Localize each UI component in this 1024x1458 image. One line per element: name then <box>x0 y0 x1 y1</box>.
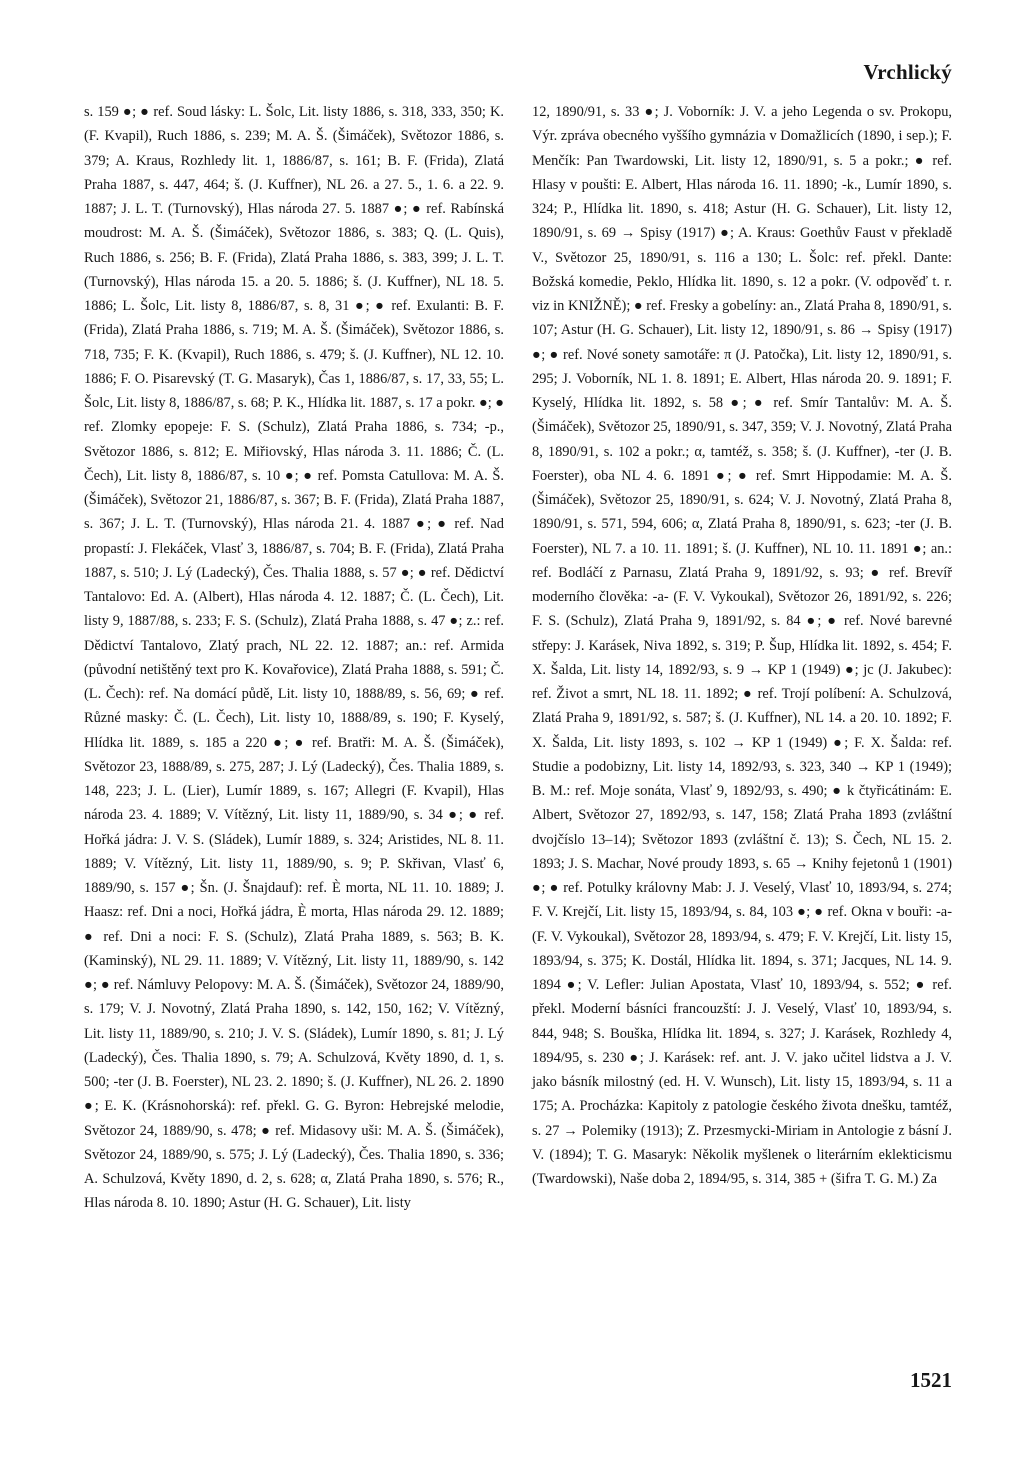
left-column <box>84 100 504 1216</box>
page-number: 1521 <box>910 1368 952 1392</box>
running-head: Vrchlický <box>863 60 952 84</box>
left-column-text: s. 159 ●; ● ref. Soud lásky: L. Šolc, Lit. listy 1886, s. 318, 333, 350; K. (F. Kvapil), Ruch 1886, s. 239; M. A. Š. (Šimáček), Světozor 1886, s. 379; A. Kraus, Rozhledy lit. 1, 1886/87, s. 161; B. F. (Frida), Zlatá Praha 1887, s. 447, 464; š. (J. Kuffner), NL 26. a 27. 5., 1. 6. a 22. 9. 1887; J. L. T. (Turnovský), Hlas národa 27. 5. 1887 ●; ● ref. Rabínská moudrost: M. A. Š. (Šimáček), Světozor 1886, s. 383; Q. (L. Quis), Ruch 1886, s. 256; B. F. (Frida), Zlatá Praha 1886, s. 383, 399; J. L. T. (Turnovský), Hlas národa 15. a 20. 5. 1886; š. (J. Kuffner), NL 18. 5. 1886; L. Šolc, Lit. listy 8, 1886/87, s. 8, 31 ●; ● ref. Exulanti: B. F. (Frida), Zlatá Praha 1886, s. 719; M. A. Š. (Šimáček), Světozor 1886, s. 718, 735; F. K. (Kvapil), Ruch 1886, s. 479; š. (J. Kuffner), NL 12. 10. 1886; F. O. Pisarevský (T. G. Masaryk), Čas 1, 1886/87, s. 17, 33, 55; L. Šolc, Lit. listy 8, 1886/87, s. 68; P. K., Hlídka lit. 1887, s. 17 a pokr. ●; ● ref. Zlomky epopeje: F. S. (Schulz), Zlatá Praha 1886, s. 734; -p., Světozor 1886, s. 812; E. Miřiovský, Hlas národa 3. 11. 1886; Č. (L. Čech), Lit. listy 8, 1886/87, s. 10 ●; ● ref. Pomsta Catullova: M. A. Š. (Šimáček), Světozor 21, 1886/87, s. 367; B. F. (Frida), Zlatá Praha 1887, s. 367; J. L. T. (Turnovský), Hlas národa 21. 4. 1887 ●; ● ref. Nad propastí: J. Flekáček, Vlasť 3, 1886/87, s. 704; B. F. (Frida), Zlatá Praha 1887, s. 510; J. Lý (Ladecký), Čes. Thalia 1888, s. 57 ●; ● ref. Dědictví Tantalovo: Ed. A. (Albert), Hlas národa 4. 12. 1887; Č. (L. Čech), Lit. listy 9, 1887/88, s. 233; F. S. (Schulz), Zlatá Praha 1888, s. 47 ●; z.: ref. Dědictví Tantalovo, Zlatý prach, NL 22. 12. 1887; an.: ref. Armida (původní netištěný text pro K. Kovařovice), Zlatá Praha 1888, s. 591; Č. (L. Čech): ref. Na domácí půdě, Lit. listy 10, 1888/89, s. 56, 69; ● ref. Různé masky: Č. (L. Čech), Lit. listy 10, 1888/89, s. 190; F. Kyselý, Hlídka lit. 1889, s. 185 a 220 ●; ● ref. Bratři: M. A. Š. (Šimáček), Světozor 23, 1888/89, s. 275, 287; J. Lý (Ladecký), Čes. Thalia 1889, s. 148, 223; J. L. (Lier), Lumír 1889, s. 167; Allegri (F. Kvapil), Hlas národa 23. 4. 1889; V. Vítězný, Lit. listy 11, 1889/90, s. 34 ●; ● ref. Hořká jádra: J. V. S. (Sládek), Lumír 1889, s. 324; Aristides, NL 8. 11. 1889; V. Vítězný, Lit. listy 11, 1889/90, s. 9; P. Skřivan, Vlasť 6, 1889/90, s. 157 ●; Šn. (J. Šnajdauf): ref. È morta, NL 11. 10. 1889; J. Haasz: ref. Dni a noci, Hořká jádra, È morta, Hlas národa 29. 12. 1889; ● ref. Dni a noci: F. S. (Schulz), Zlatá Praha 1889, s. 563; B. K. (Kaminský), NL 29. 11. 1889; V. Vítězný, Lit. listy 11, 1889/90, s. 142 ●; ● ref. Námluvy Pelopovy: M. A. Š. (Šimáček), Světozor 24, 1889/90, s. 179; V. J. Novotný, Zlatá Praha 1890, s. 142, 150, 162; V. Vítězný, Lit. listy 11, 1889/90, s. 210; J. V. S. (Sládek), Lumír 1890, s. 81; J. Lý (Ladecký), Čes. Thalia 1890, s. 79; A. Schulzová, Květy 1890, d. 1, s. 500; -ter (J. B. Foerster), NL 23. 2. 1890; š. (J. Kuffner), NL 26. 2. 1890 ●; E. K. (Krásnohorská): ref. překl. G. G. Byron: Hebrejské melodie, Světozor 24, 1889/90, s. 478; ● ref. Midasovy uši: M. A. Š. (Šimáček), Světozor 24, 1889/90, s. 575; J. Lý (Ladecký), Čes. Thalia 1890, s. 336; A. Schulzová, Květy 1890, d. 2, s. 628; α, Zlatá Praha 1890, s. 576; R., Hlas národa 8. 10. 1890; Astur (H. G. Schauer), Lit. listy <box>84 104 504 1212</box>
right-column-text: 12, 1890/91, s. 33 ●; J. Voborník: J. V. a jeho Legenda o sv. Prokopu, Výr. zpráva obecného vyššího gymnázia v Domažlicích (1890, i sep.); F. Menčík: Pan Twardowski, Lit. listy 12, 1890/91, s. 5 a pokr.; ● ref. Hlasy v poušti: E. Albert, Hlas národa 16. 11. 1890; -k., Lumír 1890, s. 324; P., Hlídka lit. 1890, s. 418; Astur (H. G. Schauer), Lit. listy 12, 1890/91, s. 69 → Spisy (1917) ●; A. Kraus: Goethův Faust v překladě V., Světozor 25, 1890/91, s. 116 a 130; L. Šolc: ref. překl. Dante: Božská komedie, Peklo, Hlídka lit. 1890, s. 12 a pokr. (V. odpověď t. r. viz in KNIŽNĚ); ● ref. Fresky a gobelíny: an., Zlatá Praha 8, 1890/91, s. 107; Astur (H. G. Schauer), Lit. listy 12, 1890/91, s. 86 → Spisy (1917) ●; ● ref. Nové sonety samotáře: π (J. Patočka), Lit. listy 12, 1890/91, s. 295; J. Voborník, NL 1. 8. 1891; E. Albert, Hlas národa 20. 9. 1891; F. Kyselý, Hlídka lit. 1892, s. 58 ●; ● ref. Smír Tantalův: M. A. Š. (Šimáček), Světozor 25, 1890/91, s. 347, 359; V. J. Novotný, Zlatá Praha 8, 1890/91, s. 102 a pokr.; α, tamtéž, s. 358; š. (J. Kuffner), -ter (J. B. Foerster), oba NL 4. 6. 1891 ●; ● ref. Smrt Hippodamie: M. A. Š. (Šimáček), Světozor 25, 1890/91, s. 624; V. J. Novotný, Zlatá Praha 8, 1890/91, s. 571, 594, 606; α, Zlatá Praha 8, 1890/91, s. 623; -ter (J. B. Foerster), NL 7. a 10. 11. 1891; š. (J. Kuffner), NL 10. 11. 1891 ●; an.: ref. Bodláčí z Parnasu, Zlatá Praha 9, 1891/92, s. 93; ● ref. Brevíř moderního člověka: -a- (F. V. Vykoukal), Světozor 26, 1891/92, s. 226; F. S. (Schulz), Zlatá Praha 9, 1891/92, s. 84 ●; ● ref. Nové barevné střepy: J. Karásek, Niva 1892, s. 319; P. Šup, Hlídka lit. 1892, s. 454; F. X. Šalda, Lit. listy 14, 1892/93, s. 9 → KP 1 (1949) ●; jc (J. Jakubec): ref. Život a smrt, NL 18. 11. 1892; ● ref. Trojí políbení: A. Schulzová, Zlatá Praha 9, 1891/92, s. 587; š. (J. Kuffner), NL 14. a 20. 10. 1892; F. X. Šalda, Lit. listy 1893, s. 102 → KP 1 (1949) ●; F. X. Šalda: ref. Studie a podobizny, Lit. listy 14, 1892/93, s. 323, 340 → KP 1 (1949); B. M.: ref. Moje sonáta, Vlasť 9, 1892/93, s. 490; ● k čtyřicátinám: E. Albert, Světozor 27, 1892/93, s. 147, 158; Zlatá Praha 1893 (zvláštní dvojčíslo 13–14); Světozor 1893 (zvláštní č. 13); S. Čech, NL 15. 2. 1893; J. S. Machar, Nové proudy 1893, s. 65 → Knihy fejetonů 1 (1901) ●; ● ref. Potulky královny Mab: J. J. Veselý, Vlasť 10, 1893/94, s. 274; F. V. Krejčí, Lit. listy 15, 1893/94, s. 84, 103 ●; ● ref. Okna v bouři: -a- (F. V. Vykoukal), Světozor 28, 1893/94, s. 479; F. V. Krejčí, Lit. listy 15, 1893/94, s. 375; K. Dostál, Hlídka lit. 1894, s. 371; Jacques, NL 14. 9. 1894 ●; V. Lefler: Julian Apostata, Vlasť 10, 1893/94, s. 552; ● ref. překl. Moderní básníci francouzští: J. J. Veselý, Vlasť 10, 1893/94, s. 844, 948; S. Bouška, Hlídka lit. 1894, s. 327; J. Karásek, Rozhledy 4, 1894/95, s. 230 ●; J. Karásek: ref. ant. J. V. jako učitel lidstva a J. V. jako básník milostný (ed. H. V. Wunsch), Lit. listy 15, 1893/94, s. 11 a 175; A. Procházka: Kapitoly z patologie českého života dnešku, tamtéž, s. 27 → Polemiky (1913); Z. Przesmycki-Miriam in Antologie z básní J. V. (1894); T. G. Masaryk: Několik myšlenek o literárním eklekticismu (Twardowski), Naše doba 2, 1894/95, s. 314, 385 + (šifra T. G. M.) Za <box>532 104 952 1187</box>
right-column <box>532 100 952 1191</box>
